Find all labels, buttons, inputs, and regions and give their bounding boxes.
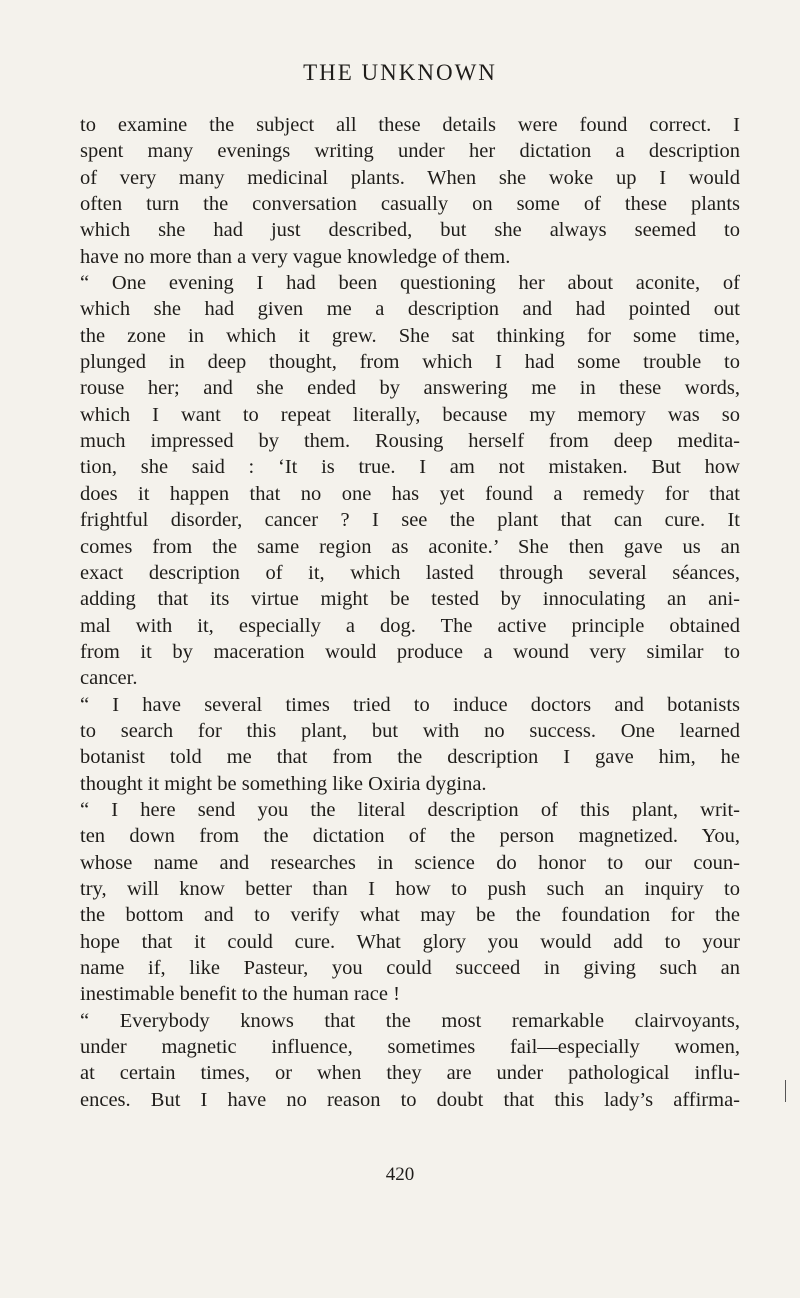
text-line: “ Everybody knows that the most remarkable clairvoyants, bbox=[80, 1009, 740, 1032]
text-line: try, will know better than I how to push such an inquiry to bbox=[80, 877, 740, 900]
text-line: often turn the conversation casually on some of these plants bbox=[80, 193, 740, 216]
text-line: to search for this plant, but with no success. One learned bbox=[80, 719, 740, 742]
text-line: rouse her; and she ended by answering me in these words, bbox=[80, 377, 740, 400]
text-line: which she had given me a description and had pointed out bbox=[80, 298, 740, 321]
text-line: the zone in which it grew. She sat thinking for some time, bbox=[80, 324, 740, 347]
text-line: of very many medicinal plants. When she woke up I would bbox=[80, 166, 740, 189]
text-line: cancer. bbox=[80, 667, 138, 690]
text-line: frightful disorder, cancer ? I see the plant that can cure. It bbox=[80, 509, 740, 532]
text-line: which I want to repeat literally, because my memory was so bbox=[80, 403, 740, 426]
text-line: plunged in deep thought, from which I had some trouble to bbox=[80, 351, 740, 374]
page-number: 420 bbox=[385, 1164, 415, 1185]
text-line: to examine the subject all these details were found correct. I bbox=[80, 114, 740, 136]
text-line: the bottom and to verify what may be the foundation for the bbox=[80, 904, 740, 927]
text-line: mal with it, especially a dog. The active principle obtained bbox=[80, 614, 740, 637]
text-line: much impressed by them. Rousing herself from deep medita- bbox=[80, 430, 740, 453]
text-line: whose name and researches in science do honor to our coun- bbox=[80, 851, 740, 874]
text-line: comes from the same region as aconite.’ She then gave us an bbox=[80, 535, 740, 558]
text-line: ences. But I have no reason to doubt that this lady’s affirma- bbox=[80, 1088, 740, 1111]
text-line: thought it might be something like Oxiria dygina. bbox=[80, 772, 487, 795]
text-line: which she had just described, but she always seemed to bbox=[80, 219, 740, 242]
text-line: under magnetic influence, sometimes fail—especially women, bbox=[80, 1036, 740, 1059]
text-line: name if, like Pasteur, you could succeed in giving such an bbox=[80, 957, 740, 979]
text-line: exact description of it, which lasted through several séances, bbox=[80, 561, 740, 584]
text-line: “ One evening I had been questioning her about aconite, of bbox=[80, 272, 740, 295]
text-line: “ I here send you the literal description of this plant, writ- bbox=[80, 798, 740, 821]
text-line: from it by maceration would produce a wound very similar to bbox=[80, 640, 740, 663]
text-line: tion, she said : ‘It is true. I am not mistaken. But how bbox=[80, 456, 740, 479]
text-line: does it happen that no one has yet found a remedy for that bbox=[80, 482, 740, 505]
running-head: THE UNKNOWN bbox=[303, 60, 497, 85]
text-line: botanist told me that from the description I gave him, he bbox=[80, 746, 740, 769]
text-line: spent many evenings writing under her dictation a description bbox=[80, 140, 740, 163]
text-line: “ I have several times tried to induce doctors and botanists bbox=[80, 693, 740, 716]
text-line: hope that it could cure. What glory you would add to your bbox=[80, 930, 740, 953]
text-line: adding that its virtue might be tested by innoculating an ani- bbox=[80, 588, 740, 611]
body-text bbox=[80, 112, 740, 1113]
text-line: have no more than a very vague knowledge of them. bbox=[80, 245, 511, 268]
text-line: at certain times, or when they are under pathological influ- bbox=[80, 1062, 740, 1085]
page-edge-mark bbox=[785, 1080, 786, 1102]
text-line: ten down from the dictation of the person magnetized. You, bbox=[80, 825, 740, 848]
text-line: inestimable benefit to the human race ! bbox=[80, 983, 400, 1006]
